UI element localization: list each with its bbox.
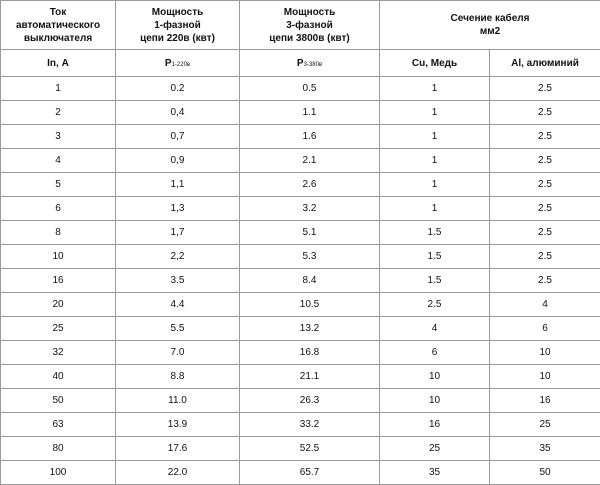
table-cell: 16.8 <box>240 341 380 365</box>
table-cell: 1.1 <box>240 101 380 125</box>
table-cell: 1.5 <box>380 221 490 245</box>
table-cell: 25 <box>380 437 490 461</box>
cell-current: 100 <box>1 461 116 485</box>
table-cell: 1 <box>380 77 490 101</box>
cell-current: 5 <box>1 173 116 197</box>
table-cell: 2.1 <box>240 149 380 173</box>
table-row <box>1 365 600 389</box>
table-row <box>1 221 600 245</box>
table-cell: 13.2 <box>240 317 380 341</box>
cell-current: 20 <box>1 293 116 317</box>
table-cell: 16 <box>380 413 490 437</box>
subheader-text: Cu, Медь <box>412 58 457 69</box>
header-line: Сечение кабеля <box>383 12 597 25</box>
header-group-cable-section <box>380 1 600 50</box>
table-cell: 1.5 <box>380 269 490 293</box>
table-cell: 4 <box>380 317 490 341</box>
cell-current: 4 <box>1 149 116 173</box>
table-cell: 1 <box>380 125 490 149</box>
subheader-p1 <box>116 50 240 77</box>
table-subheader-row <box>1 50 600 77</box>
cell-current: 2 <box>1 101 116 125</box>
table-cell: 6 <box>380 341 490 365</box>
table-cell: 1,7 <box>116 221 240 245</box>
header-line: цепи 220в (квт) <box>119 32 236 45</box>
table-cell: 1 <box>380 101 490 125</box>
table-cell: 5.5 <box>116 317 240 341</box>
table-row <box>1 125 600 149</box>
table-cell: 5.3 <box>240 245 380 269</box>
table-cell: 21.1 <box>240 365 380 389</box>
table-cell: 2.5 <box>490 197 600 221</box>
table-cell: 4.4 <box>116 293 240 317</box>
table-cell: 50 <box>490 461 600 485</box>
header-line: Ток <box>4 6 112 19</box>
table-cell: 10.5 <box>240 293 380 317</box>
table-row <box>1 245 600 269</box>
table-header-group-row <box>1 1 600 50</box>
table-cell: 6 <box>490 317 600 341</box>
table-row <box>1 437 600 461</box>
table-cell: 10 <box>380 365 490 389</box>
cell-current: 10 <box>1 245 116 269</box>
header-line: автоматического <box>4 19 112 32</box>
table-cell: 1,1 <box>116 173 240 197</box>
table-body <box>1 77 600 485</box>
subheader-text: Р <box>165 58 172 69</box>
table-cell: 10 <box>490 365 600 389</box>
cell-current: 25 <box>1 317 116 341</box>
table-cell: 16 <box>490 389 600 413</box>
table-cell: 5.1 <box>240 221 380 245</box>
table-cell: 1,3 <box>116 197 240 221</box>
table-cell: 0,7 <box>116 125 240 149</box>
table-cell: 2.6 <box>240 173 380 197</box>
header-group-power-3phase <box>240 1 380 50</box>
header-group-current <box>1 1 116 50</box>
cell-current: 16 <box>1 269 116 293</box>
table-cell: 3.2 <box>240 197 380 221</box>
table-row <box>1 461 600 485</box>
table-row <box>1 173 600 197</box>
table-row <box>1 149 600 173</box>
table-row <box>1 413 600 437</box>
table-cell: 1.5 <box>380 245 490 269</box>
subheader-copper <box>380 50 490 77</box>
table-cell: 3.5 <box>116 269 240 293</box>
table-cell: 2.5 <box>380 293 490 317</box>
header-line: мм2 <box>383 25 597 38</box>
table-row <box>1 389 600 413</box>
subheader-text: In, А <box>47 58 69 69</box>
table-cell: 0,4 <box>116 101 240 125</box>
subheader-subscript: 1-220в <box>172 62 191 68</box>
header-line: выключателя <box>4 32 112 45</box>
subheader-text: Al, алюминий <box>511 58 579 69</box>
table-row <box>1 269 600 293</box>
table-cell: 7.0 <box>116 341 240 365</box>
table-cell: 35 <box>490 437 600 461</box>
table-cell: 2.5 <box>490 269 600 293</box>
table-cell: 1 <box>380 149 490 173</box>
table-cell: 1.6 <box>240 125 380 149</box>
table-cell: 33.2 <box>240 413 380 437</box>
table-cell: 65.7 <box>240 461 380 485</box>
table-cell: 8.8 <box>116 365 240 389</box>
cell-current: 3 <box>1 125 116 149</box>
table-cell: 35 <box>380 461 490 485</box>
table-cell: 25 <box>490 413 600 437</box>
header-group-power-1phase <box>116 1 240 50</box>
table-cell: 10 <box>490 341 600 365</box>
table-cell: 0.5 <box>240 77 380 101</box>
subheader-current <box>1 50 116 77</box>
cell-current: 80 <box>1 437 116 461</box>
table-cell: 13.9 <box>116 413 240 437</box>
cell-current: 50 <box>1 389 116 413</box>
cell-current: 6 <box>1 197 116 221</box>
table-cell: 1 <box>380 197 490 221</box>
cell-current: 1 <box>1 77 116 101</box>
table-cell: 10 <box>380 389 490 413</box>
table-row <box>1 101 600 125</box>
cell-current: 40 <box>1 365 116 389</box>
cell-current: 63 <box>1 413 116 437</box>
table-row <box>1 341 600 365</box>
table-cell: 2.5 <box>490 101 600 125</box>
subheader-aluminium <box>490 50 600 77</box>
table-row <box>1 77 600 101</box>
table-row <box>1 293 600 317</box>
table-cell: 8.4 <box>240 269 380 293</box>
header-line: цепи 3800в (квт) <box>243 32 376 45</box>
table-row <box>1 197 600 221</box>
header-line: 1-фазной <box>119 19 236 32</box>
cell-current: 8 <box>1 221 116 245</box>
table-cell: 0.2 <box>116 77 240 101</box>
table-cell: 2.5 <box>490 77 600 101</box>
table-cell: 2.5 <box>490 173 600 197</box>
subheader-text: Р <box>297 58 304 69</box>
table-row <box>1 317 600 341</box>
table-cell: 22.0 <box>116 461 240 485</box>
table-cell: 52.5 <box>240 437 380 461</box>
subheader-p3 <box>240 50 380 77</box>
table-cell: 0,9 <box>116 149 240 173</box>
table-cell: 2.5 <box>490 125 600 149</box>
table-cell: 2.5 <box>490 149 600 173</box>
table-cell: 26.3 <box>240 389 380 413</box>
table-cell: 2.5 <box>490 221 600 245</box>
header-line: Мощность <box>119 6 236 19</box>
cell-current: 32 <box>1 341 116 365</box>
table-cell: 1 <box>380 173 490 197</box>
table-cell: 11.0 <box>116 389 240 413</box>
header-line: 3-фазной <box>243 19 376 32</box>
table-cell: 2,2 <box>116 245 240 269</box>
subheader-subscript: 3-380в <box>304 62 323 68</box>
header-line: Мощность <box>243 6 376 19</box>
table-cell: 17.6 <box>116 437 240 461</box>
table-cell: 4 <box>490 293 600 317</box>
table-cell: 2.5 <box>490 245 600 269</box>
